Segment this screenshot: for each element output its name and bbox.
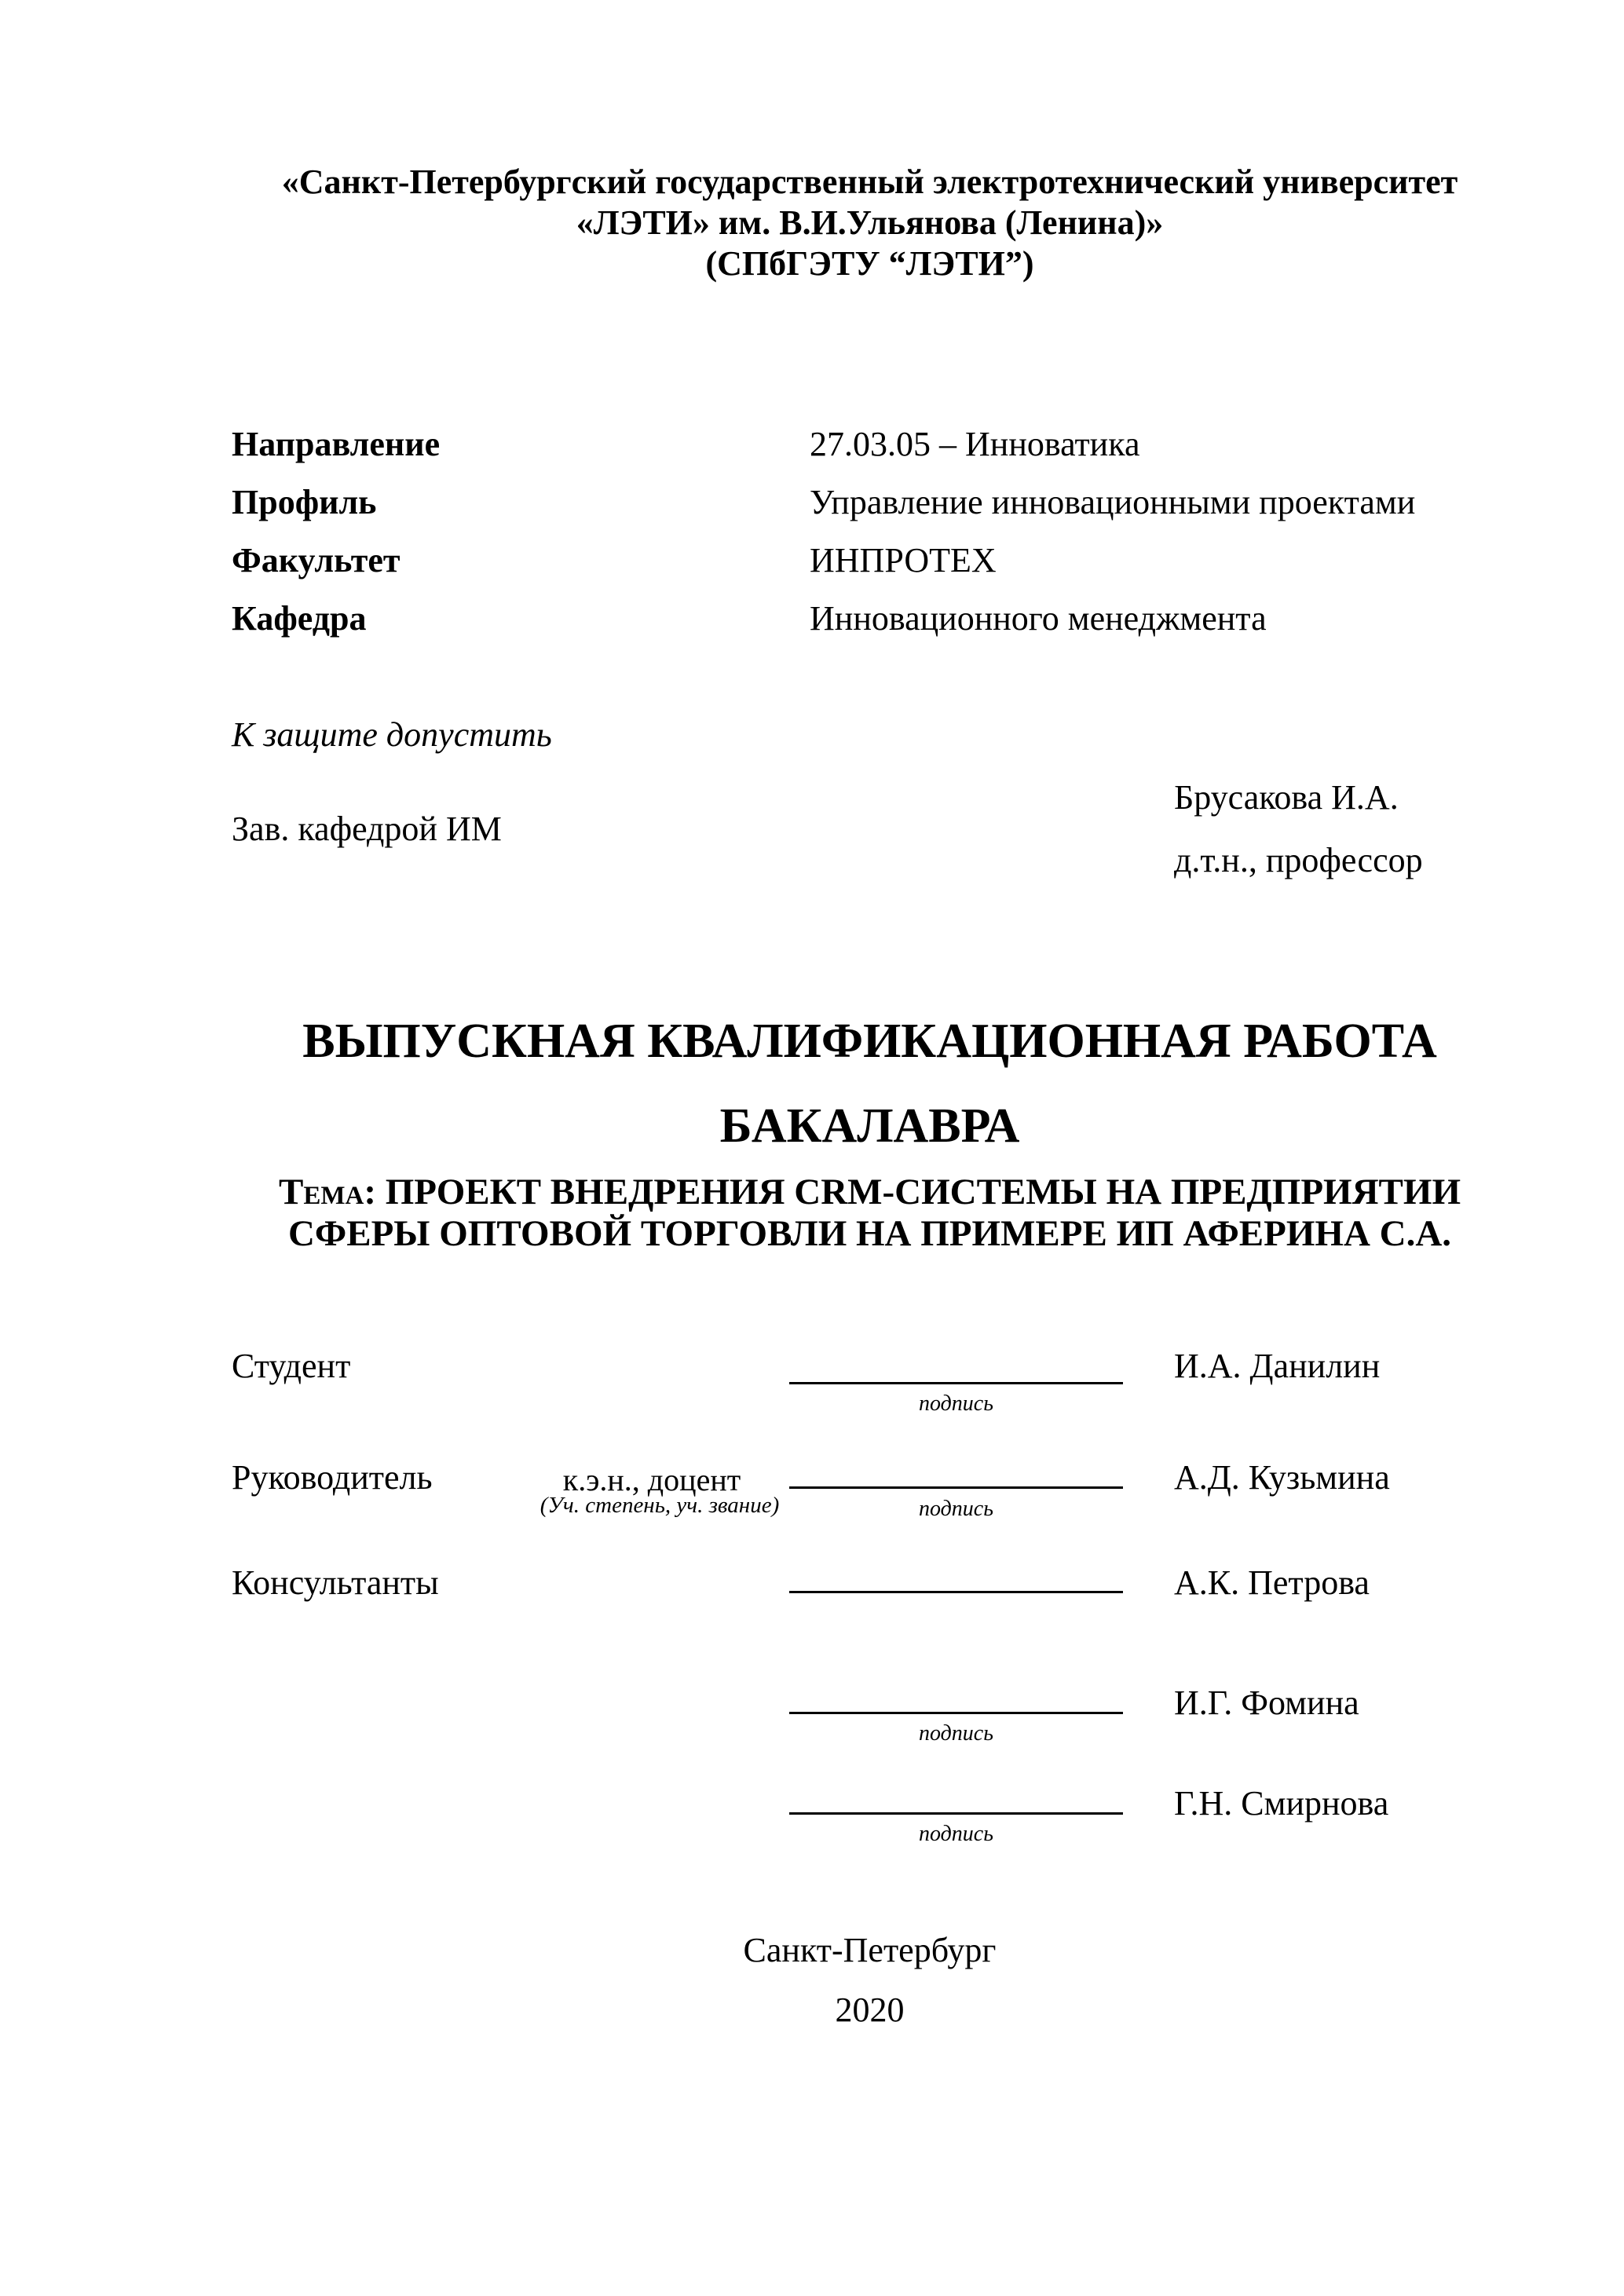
field-row-profile (232, 482, 1508, 523)
department-head-label: Зав. кафедрой ИМ (232, 810, 502, 848)
university-name-line2: «ЛЭТИ» им. В.И.Ульянова (Ленина)» (576, 203, 1164, 242)
university-header (232, 162, 1508, 284)
field-label-profile: Профиль (232, 483, 377, 521)
thesis-title-line2: БАКАЛАВРА (719, 1099, 1020, 1153)
field-label-direction: Направление (232, 425, 441, 463)
supervisor-signature-line (789, 1486, 1123, 1489)
page-content (232, 0, 1508, 2296)
university-name-line1: «Санкт-Петербургский государственный электротехнический университет (281, 163, 1458, 201)
consultants-label: Консультанты (232, 1563, 439, 1602)
consultant1-name: А.К. Петрова (1174, 1563, 1370, 1602)
consultant3-name: Г.Н. Смирнова (1174, 1784, 1389, 1823)
footer-city: Санкт-Петербург (743, 1931, 997, 1969)
student-name: И.А. Данилин (1174, 1347, 1381, 1385)
student-signature-line (789, 1382, 1123, 1384)
field-row-faculty (232, 540, 1508, 581)
university-abbreviation: (СПбГЭТУ “ЛЭТИ”) (705, 244, 1034, 283)
supervisor-signature-caption: подпись (919, 1497, 993, 1521)
consultant2-signature-line (789, 1712, 1123, 1714)
thesis-title-line1: ВЫПУСКНАЯ КВАЛИФИКАЦИОННАЯ РАБОТА (302, 1015, 1437, 1068)
theme-label: Тема: (278, 1172, 376, 1212)
supervisor-name: А.Д. Кузьмина (1174, 1458, 1390, 1497)
theme-text-line1: ПРОЕКТ ВНЕДРЕНИЯ CRM-СИСТЕМЫ НА ПРЕДПРИЯТИИ (385, 1172, 1461, 1212)
field-value-faculty: ИНПРОТЕХ (810, 541, 997, 579)
footer-year: 2020 (835, 1991, 905, 2029)
field-value-direction: 27.03.05 – Инноватика (810, 425, 1140, 463)
consultant2-name: И.Г. Фомина (1174, 1684, 1359, 1722)
field-row-direction (232, 424, 1508, 465)
thesis-theme-line2: СФЕРЫ ОПТОВОЙ ТОРГОВЛИ НА ПРИМЕРЕ ИП АФЕРИНА С.А. (287, 1213, 1452, 1254)
field-row-department (232, 598, 1508, 639)
student-signature-caption: подпись (919, 1391, 993, 1416)
supervisor-label: Руководитель (232, 1458, 433, 1497)
thesis-theme-line1 (232, 1172, 1508, 1213)
field-label-department: Кафедра (232, 599, 367, 638)
thesis-theme (232, 1172, 1508, 1255)
consultant3-signature-line (789, 1812, 1123, 1815)
supervisor-degree: к.э.н., доцент (562, 1462, 741, 1497)
supervisor-degree-hint: (Уч. степень, уч. звание) (540, 1493, 780, 1518)
student-label: Студент (232, 1347, 351, 1385)
department-head-degree: д.т.н., профессор (1174, 841, 1423, 879)
department-head-name: Брусакова И.А. (1174, 778, 1399, 817)
field-value-profile: Управление инновационными проектами (810, 483, 1416, 521)
consultant3-signature-caption: подпись (919, 1822, 993, 1846)
field-value-department: Инновационного менеджмента (810, 599, 1267, 638)
consultant2-signature-caption: подпись (919, 1721, 993, 1746)
admit-to-defense-line: К защите допустить (232, 715, 552, 754)
consultant1-signature-line (789, 1591, 1123, 1593)
field-label-faculty: Факультет (232, 541, 401, 579)
